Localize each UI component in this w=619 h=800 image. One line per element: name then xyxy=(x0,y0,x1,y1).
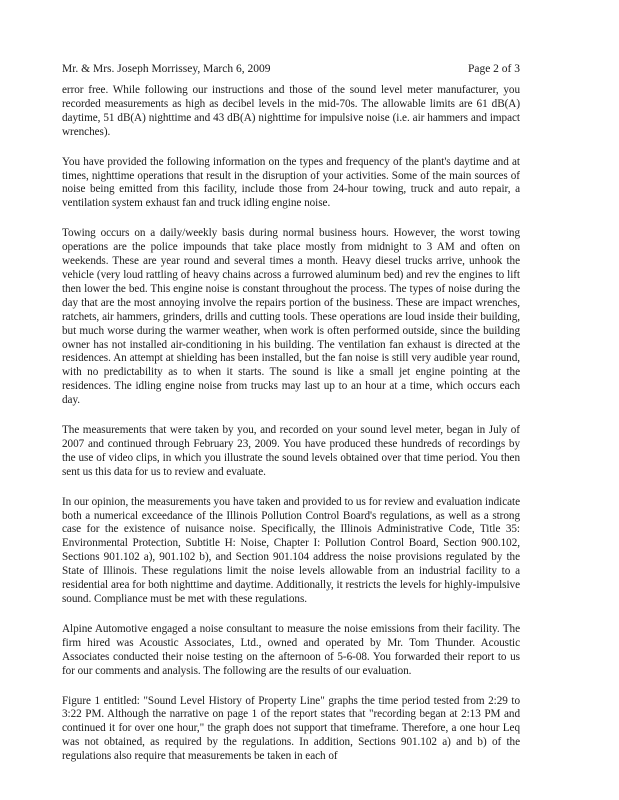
paragraph-measurement-results: error free. While following our instructions and those of the sound level meter manufacturer, you recorded measurements as high as decibel levels in the mid-70s. The allowable limits are 61 dB(A) daytime, 51 dB(A) nighttime and 43 dB(A) nighttime for impulsive noise (i.e. air hammers and impact wrenches). xyxy=(62,84,520,138)
letter-body xyxy=(62,84,520,780)
paragraph-figure-evaluation: Figure 1 entitled: "Sound Level History of Property Line" graphs the time period tested from 2:29 to 3:22 PM. Although the narrative on page 1 of the report states that "recording began at 2:13 PM and continued it for over one hour," the graph does not support that timeframe. Therefore, a one hour Leq was not obtained, as required by the regulations. In addition, Sections 901.102 a) and b) of the regulations also require that measurements be taken in each of xyxy=(62,694,520,763)
header-recipient-date: Mr. & Mrs. Joseph Morrissey, March 6, 2009 xyxy=(62,63,271,75)
paragraph-towing-operations: Towing occurs on a daily/weekly basis during normal business hours. However, the worst towing operations are the police impounds that take place mostly from midnight to 3 AM and often on weekends. These are year round and several times a month. Heavy diesel trucks arrive, unhook the vehicle (very loud rattling of heavy chains across a furrowed aluminum bed) and rev the engines to lift then lower the bed. This engine noise is constant throughout the process. The types of noise during the day that are the most annoying involve the repairs portion of the business. These are impact wrenches, ratchets, air hammers, grinders, drills and cutting tools. These operations are loud inside their building, but much worse during the warmer weather, when work is often performed outside, since the building owner has not installed air-conditioning in his building. The ventilation fan exhaust is directed at the residences. An attempt at shielding has been installed, but the fan noise is still very audible year round, with no predictability as to when it starts. The sound is like a small jet engine pointing at the residences. The idling engine noise from trucks may last up to an hour at a time, which occurs each day. xyxy=(62,227,520,407)
paragraph-regulatory-opinion: In our opinion, the measurements you have taken and provided to us for review and evaluation indicate both a numerical exceedance of the Illinois Pollution Control Board's regulations, as well as a strong case for the existence of nuisance noise. Specifically, the Illinois Administrative Code, Title 35: Environmental Protection, Subtitle H: Noise, Chapter I: Pollution Control Board, Section 900.102, Sections 901.102 a), 901.102 b), and Section 901.104 address the noise provisions regulated by the State of Illinois. These regulations limit the noise levels allowable from an industrial facility to a residential area for both nighttime and daytime. Additionally, it restricts the levels for highly-impulsive sound. Compliance must be met with these regulations. xyxy=(62,495,520,605)
page-header xyxy=(62,62,520,76)
paragraph-consultant-testing: Alpine Automotive engaged a noise consultant to measure the noise emissions from their facility. The firm hired was Acoustic Associates, Ltd., owned and operated by Mr. Tom Thunder. Acoustic Associates conducted their noise testing on the afternoon of 5-6-08. You forwarded their report to us for our comments and analysis. The following are the results of our evaluation. xyxy=(62,622,520,677)
paragraph-measurements-taken: The measurements that were taken by you, and recorded on your sound level meter, began in July of 2007 and continued through February 23, 2009. You have produced these hundreds of recordings by the use of video clips, in which you illustrate the sound levels obtained over that time period. You then sent us this data for us to review and evaluate. xyxy=(62,424,520,478)
page-number: Page 2 of 3 xyxy=(467,63,520,75)
paragraph-noise-sources: You have provided the following information on the types and frequency of the plant's daytime and at times, nighttime operations that result in the disruption of your activities. Some of the main sources of noise being emitted from this facility, include those from 24-hour towing, truck and auto repair, a ventilation system exhaust fan and truck idling engine noise. xyxy=(62,155,520,210)
